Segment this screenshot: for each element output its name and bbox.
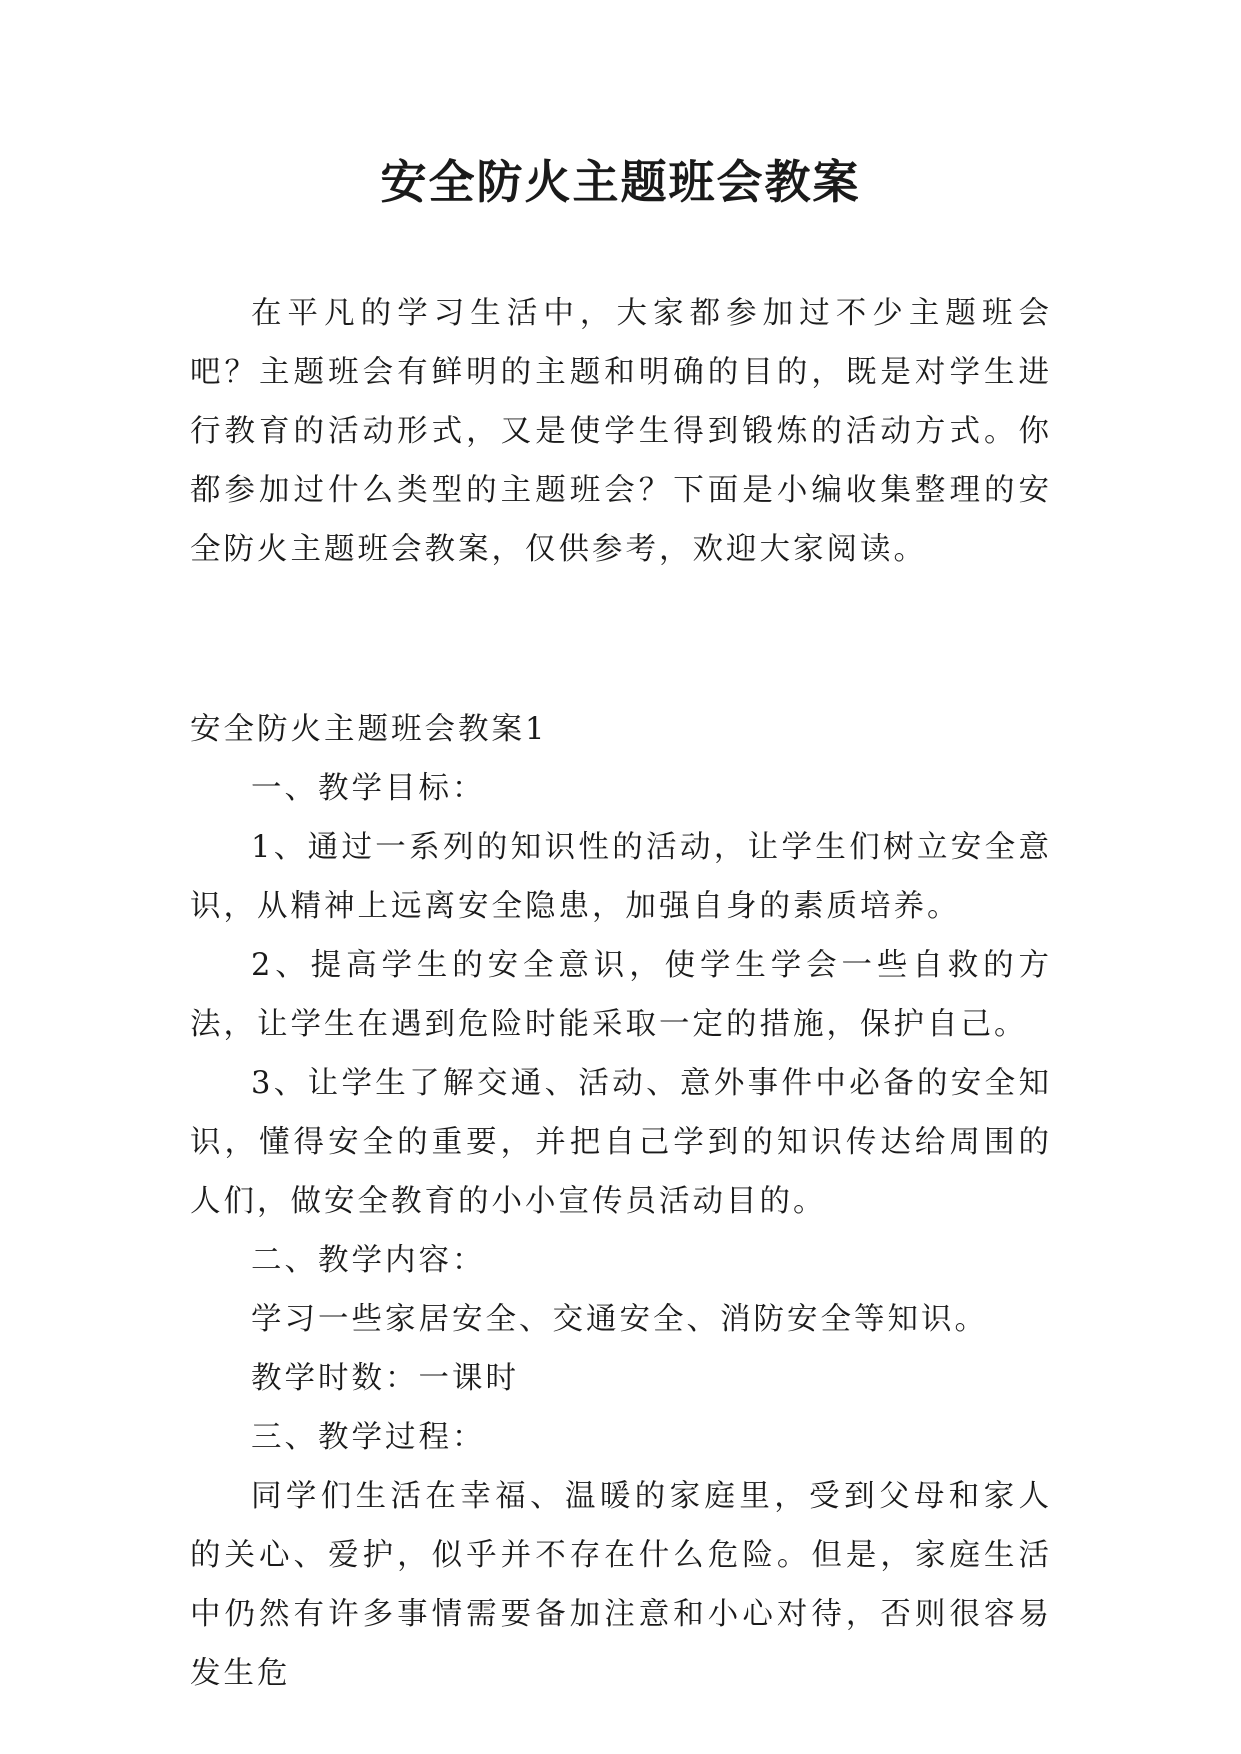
section-heading: 安全防火主题班会教案1 — [190, 712, 548, 747]
heading-teaching-goals: 一、教学目标： — [251, 771, 486, 806]
heading-teaching-process: 三、教学过程： — [251, 1420, 486, 1455]
process-paragraph: 同学们生活在幸福、温暖的家庭里，受到父母和家人的关心、爱护，似乎并不存在什么危险。但是，家庭生活中仍然有许多事情需要备加注意和小心对待，否则很容易发生危 — [190, 1479, 1052, 1691]
intro-paragraph: 在平凡的学习生活中，大家都参加过不少主题班会吧？主题班会有鲜明的主题和明确的目的，既是对学生进行教育的活动形式，又是使学生得到锻炼的活动方式。你都参加过什么类型的主题班会？下面是小编收集整理的安全防火主题班会教案，仅供参考，欢迎大家阅读。 — [190, 296, 1052, 567]
content-paragraph: 学习一些家居安全、交通安全、消防安全等知识。 — [251, 1302, 988, 1337]
document-body — [190, 284, 1052, 1703]
teaching-hours: 教学时数：一课时 — [251, 1361, 519, 1396]
paragraph-gap — [190, 579, 1052, 700]
page-title: 安全防火主题班会教案 — [380, 155, 861, 209]
heading-teaching-content: 二、教学内容： — [251, 1243, 486, 1278]
goal-item-2: 2、提高学生的安全意识，使学生学会一些自救的方法，让学生在遇到危险时能采取一定的措施，保护自己。 — [190, 948, 1052, 1042]
goal-item-1: 1、通过一系列的知识性的活动，让学生们树立安全意识，从精神上远离安全隐患，加强自身的素质培养。 — [190, 830, 1052, 924]
goal-item-3: 3、让学生了解交通、活动、意外事件中必备的安全知识，懂得安全的重要，并把自己学到的知识传达给周围的人们，做安全教育的小小宣传员活动目的。 — [190, 1066, 1052, 1219]
